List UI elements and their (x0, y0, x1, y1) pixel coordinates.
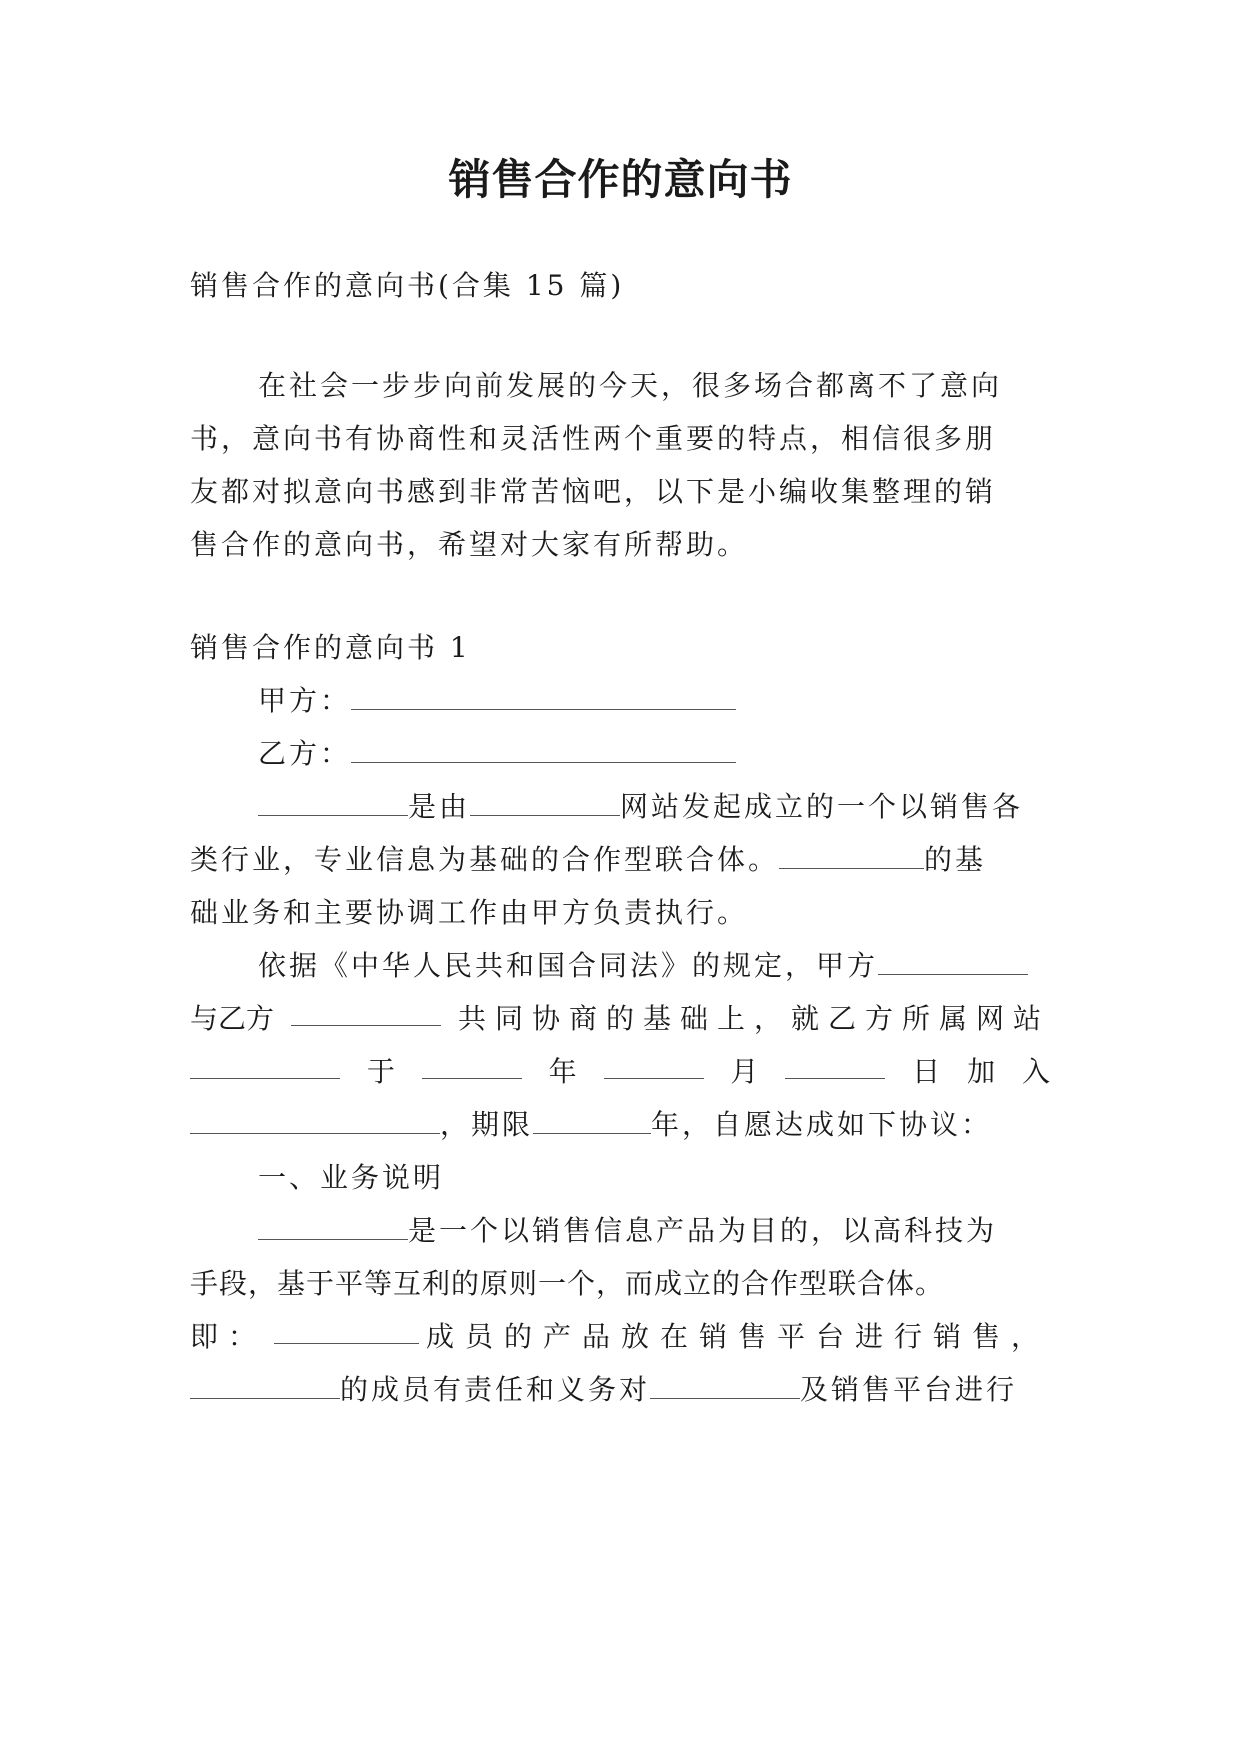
text: 与乙方 (190, 1002, 275, 1035)
p2-line-4 (190, 1105, 992, 1145)
p3-line-4 (190, 1370, 1017, 1410)
blank (878, 948, 1028, 975)
blank (650, 1372, 800, 1399)
party-a-row (258, 681, 736, 721)
text: 月 (730, 1055, 759, 1088)
section-title: 销售合作的意向书 1 (190, 631, 471, 664)
text: 依据《中华人民共和国合同法》的规定，甲方 (258, 949, 879, 982)
text: 是由 (408, 790, 471, 823)
text: 即： (190, 1320, 267, 1353)
p1-line-2 (190, 840, 986, 880)
blank (422, 1052, 522, 1079)
blank (291, 999, 441, 1026)
text: 日 (912, 1055, 941, 1088)
blank (258, 1213, 408, 1240)
text: 共同协商的基础上，就乙方所属网站 (457, 1002, 1050, 1035)
intro-line-4: 售合作的意向书，希望对大家有所帮助。 (190, 528, 749, 561)
p3-line-3 (190, 1317, 1050, 1357)
p3-line-2: 手段，基于平等互利的原则一个，而成立的合作型联合体。 (190, 1267, 945, 1300)
blank (190, 1052, 340, 1079)
text: 于 (366, 1055, 395, 1088)
blank (190, 1107, 440, 1134)
p2-line-2 (190, 999, 1050, 1039)
blank (604, 1052, 704, 1079)
text: 类行业，专业信息为基础的合作型联合体。 (190, 843, 780, 876)
blank (258, 789, 408, 816)
heading-business-description: 一、业务说明 (258, 1161, 445, 1194)
party-b-label: 乙方： (258, 737, 352, 770)
party-b-blank (351, 736, 736, 763)
party-b-row (258, 734, 736, 774)
intro-line-1: 在社会一步步向前发展的今天，很多场合都离不了意向 (258, 369, 1003, 402)
text: 的基 (924, 843, 987, 876)
text: 年，自愿达成如下协议： (651, 1108, 993, 1141)
text: 年 (548, 1055, 577, 1088)
intro-line-2: 书，意向书有协商性和灵活性两个重要的特点，相信很多朋 (190, 422, 997, 455)
blank (779, 842, 924, 869)
text: 加 (967, 1055, 996, 1088)
blank (470, 789, 620, 816)
document-subtitle: 销售合作的意向书(合集 15 篇) (190, 269, 625, 302)
text: 网站发起成立的一个以销售各 (620, 790, 1024, 823)
party-a-label: 甲方： (258, 684, 352, 717)
blank (785, 1052, 885, 1079)
blank (533, 1107, 651, 1134)
p2-line-3 (190, 1052, 1050, 1092)
intro-line-3: 友都对拟意向书感到非常苦恼吧，以下是小编收集整理的销 (190, 475, 997, 508)
document-title: 销售合作的意向书 (448, 155, 793, 204)
text: ，期限 (440, 1108, 534, 1141)
party-a-blank (351, 683, 736, 710)
blank (190, 1372, 340, 1399)
text: 是一个以销售信息产品为目的，以高科技为 (408, 1214, 998, 1247)
p3-line-1 (258, 1211, 997, 1251)
text: 入 (1021, 1055, 1050, 1088)
p1-line-1 (258, 787, 1023, 827)
blank (274, 1317, 419, 1344)
p2-line-1 (258, 946, 1028, 986)
text: 成员的产品放在销售平台进行销售， (425, 1320, 1050, 1353)
p1-line-3: 础业务和主要协调工作由甲方负责执行。 (190, 896, 749, 929)
text: 及销售平台进行 (800, 1373, 1018, 1406)
text: 的成员有责任和义务对 (340, 1373, 651, 1406)
